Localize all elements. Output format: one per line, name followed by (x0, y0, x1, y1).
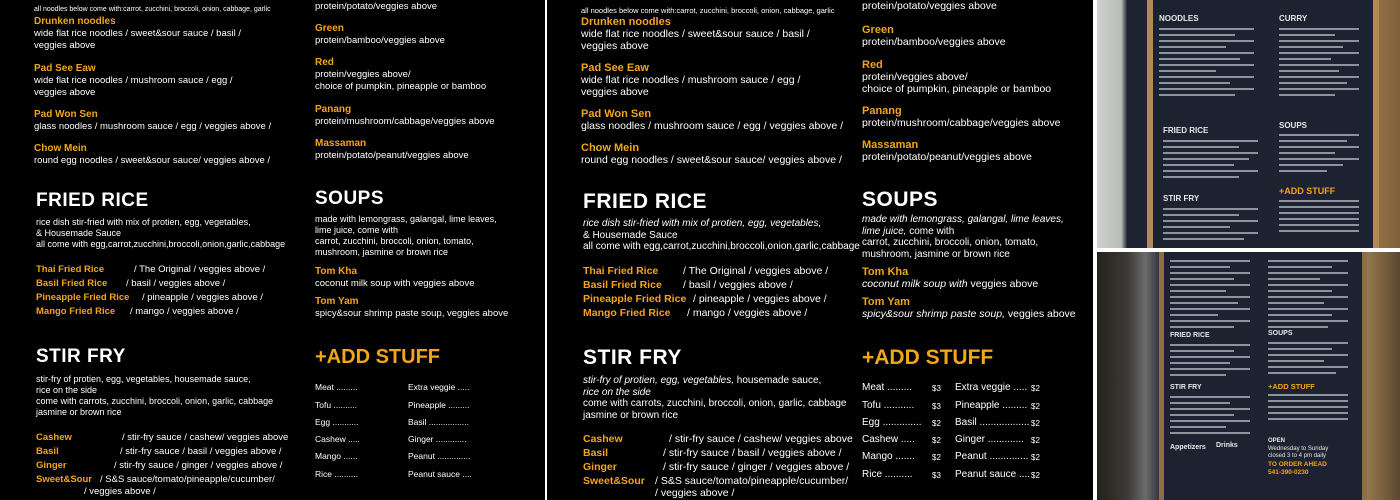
curry-item (862, 24, 1006, 48)
desc-line: mushroom, jasmine or brown rice (862, 248, 1010, 260)
dish-name: Pad See Eaw (34, 63, 96, 74)
desc-line: & Housemade Sauce (583, 229, 678, 241)
noodle-item (34, 16, 241, 52)
photo-heading: FRIED RICE (1170, 332, 1210, 339)
dish-desc: / basil / veggies above / (126, 278, 226, 289)
dish-desc (862, 278, 1038, 290)
add-item (955, 382, 1040, 393)
section-title-fried-rice: FRIED RICE (36, 190, 149, 211)
add-item (955, 434, 1040, 445)
fried-rice-desc (36, 217, 285, 250)
add-label: Egg .............. (862, 417, 922, 428)
add-item (862, 417, 941, 428)
dish-desc: / S&S sauce/tomato/pineapple/cucumber/ (655, 475, 849, 487)
text-lines (1268, 260, 1348, 332)
section-title-soups: SOUPS (315, 188, 385, 209)
add-price: $2 (932, 419, 941, 428)
add-item: Cashew ..... (315, 434, 360, 444)
desc-line: come with carrots, zucchini, broccoli, onion, garlic, cabbage (36, 396, 274, 406)
dish-desc: veggies above (34, 40, 96, 51)
add-item: Peanut sauce .... (408, 469, 472, 479)
dish-name: Pad Won Sen (34, 109, 98, 120)
add-price: $2 (1031, 453, 1040, 462)
dish-name: Massaman (862, 139, 919, 151)
add-item (955, 400, 1040, 411)
dish-name: Thai Fried Rice (583, 265, 659, 277)
add-item: Egg ........... (315, 417, 359, 427)
menu-board (1159, 252, 1367, 500)
photo-heading: FRIED RICE (1163, 126, 1209, 135)
text-lines (1268, 342, 1348, 378)
dish-name: Green (315, 23, 344, 34)
dish-name: Basil (583, 447, 609, 459)
fried-rice-desc (583, 218, 860, 253)
add-label: Meat ......... (862, 382, 913, 393)
add-item: Pineapple ......... (408, 400, 470, 410)
text-lines (1163, 140, 1258, 182)
dish-desc: / stir-fry sauce / ginger / veggies above / (663, 461, 850, 473)
desc-line: & Housemade Sauce (36, 228, 122, 238)
photo-heading: Drinks (1216, 442, 1238, 449)
dish-desc: protein/potato/peanut/veggies above (862, 151, 1032, 163)
curry-item (862, 105, 1060, 129)
dish-desc: spicy&sour shrimp paste soup, veggies above (315, 308, 509, 319)
desc-line: rice on the side (583, 386, 651, 398)
dish-name: Green (862, 24, 894, 36)
curry-item (315, 23, 445, 47)
photo-heading: NOODLES (1159, 14, 1199, 23)
dish-name: Drunken noodles (581, 16, 671, 28)
noodle-item (581, 62, 800, 98)
add-item: Ginger ............. (408, 434, 467, 444)
add-item: Rice .......... (315, 469, 358, 479)
noodles-intro: all noodles below come with:carrot, zucchini, broccoli, onion, cabbage, garlic (34, 6, 271, 13)
desc-fragment: veggies above (1004, 308, 1076, 320)
desc-line: all come with egg,carrot,zucchini,broccoli,onion,garlic,cabbage (36, 239, 286, 249)
dish-desc: protein/veggies above/ (315, 69, 411, 80)
text-lines (1170, 260, 1250, 332)
add-label: Basil .................. (955, 417, 1030, 428)
dish-name: Massaman (315, 138, 367, 149)
desc-line: come with carrots, zucchini, broccoli, onion, garlic, cabbage (583, 398, 847, 409)
add-item: Tofu .......... (315, 400, 358, 410)
add-price: $2 (1031, 436, 1040, 445)
desc-line: jasmine or brown rice (36, 407, 122, 417)
photo-heading: +ADD STUFF (1268, 382, 1315, 391)
dish-desc: protein/bamboo/veggies above (315, 35, 445, 46)
add-label: Ginger ............. (955, 434, 1024, 445)
dish-name: Pineapple Fried Rice (36, 292, 130, 303)
stir-fry-desc (583, 375, 846, 421)
desc-line: carrot, zucchini, broccoli, onion, tomato, (862, 237, 1039, 248)
dish-name: Sweet&Sour (36, 474, 92, 485)
add-item: Basil ................. (408, 417, 469, 427)
section-title-soups: SOUPS (862, 188, 939, 211)
curry-desc: protein/potato/veggies above (862, 0, 997, 12)
desc-fragment: veggies above (967, 278, 1039, 290)
add-price: $2 (932, 436, 941, 445)
add-item (862, 434, 941, 445)
dish-desc: / basil / veggies above / (683, 279, 793, 291)
dish-desc: / stir-fry sauce / basil / veggies above / (663, 447, 842, 459)
dish-name: Panang (862, 105, 902, 117)
dish-name: Cashew (36, 432, 72, 443)
photo-heading: SOUPS (1268, 330, 1293, 337)
add-price: $2 (1031, 419, 1040, 428)
add-item (955, 469, 1040, 480)
soups-desc (862, 214, 1064, 260)
noodle-item (581, 142, 842, 166)
text-lines (1163, 208, 1258, 244)
dish-name: Mango Fried Rice (36, 306, 116, 317)
open-hours: closed 3 to 4 pm daily (1268, 453, 1327, 459)
open-days: Wednesday to Sunday (1268, 446, 1329, 452)
curry-item (315, 138, 469, 162)
curry-desc: protein/potato/veggies above (315, 1, 438, 12)
add-price: $2 (1031, 471, 1040, 480)
photo-heading: SOUPS (1279, 121, 1308, 130)
dish-name: Red (315, 57, 334, 68)
curry-item (315, 57, 486, 93)
add-item (862, 469, 941, 480)
desc-fragment: stir-fry of protien, egg, vegetables, (583, 375, 735, 386)
order-ahead: TO ORDER AHEAD (1268, 461, 1327, 468)
add-label: Pineapple ......... (955, 400, 1028, 411)
desc-line (583, 375, 846, 387)
menu-panel-small (0, 0, 545, 500)
add-item (862, 400, 941, 411)
desc-line (862, 226, 1064, 238)
add-item (862, 451, 941, 462)
desc-line: made with lemongrass, galangal, lime leaves, (862, 214, 1064, 225)
section-title-add-stuff: +ADD STUFF (862, 346, 994, 369)
dish-name: Chow Mein (581, 142, 640, 154)
add-label: Rice .......... (862, 469, 913, 480)
dish-desc: / stir-fry sauce / ginger / veggies above / (114, 460, 283, 471)
dish-desc: protein/mushroom/cabbage/veggies above (862, 117, 1061, 129)
dish-desc: choice of pumpkin, pineapple or bamboo (862, 83, 1052, 95)
add-item (955, 451, 1040, 462)
text-lines (1279, 134, 1359, 176)
dish-desc: veggies above (34, 87, 96, 98)
dish-name: Red (862, 59, 883, 71)
text-lines (1170, 396, 1250, 438)
photo-heading: STIR FRY (1170, 384, 1202, 391)
dish-desc: / stir-fry sauce / cashew/ veggies above (669, 433, 853, 445)
dish-desc: round egg noodles / sweet&sour sauce/ veggies above / (34, 155, 271, 166)
soup-item (862, 266, 1038, 290)
dish-desc: round egg noodles / sweet&sour sauce/ veggies above / (581, 154, 842, 166)
dish-name: Pad See Eaw (581, 62, 649, 74)
desc-line: rice on the side (36, 385, 98, 395)
dish-name: Basil Fried Rice (36, 278, 108, 289)
dish-desc: choice of pumpkin, pineapple or bamboo (315, 81, 487, 92)
dish-name: Tom Yam (862, 296, 910, 308)
curry-item (315, 104, 495, 128)
stir-fry-desc (36, 374, 273, 418)
add-price: $3 (932, 471, 941, 480)
dish-desc: glass noodles / mushroom sauce / egg / veggies above / (581, 120, 844, 132)
noodle-item (34, 63, 233, 99)
dish-desc: protein/potato/peanut/veggies above (315, 150, 469, 161)
noodles-intro: all noodles below come with:carrot, zucchini, broccoli, onion, cabbage, garlic (581, 6, 835, 15)
dish-desc: / stir-fry sauce / cashew/ veggies above (122, 432, 289, 443)
soup-item (315, 296, 508, 320)
section-title-stir-fry: STIR FRY (36, 346, 126, 367)
dish-desc: / The Original / veggies above / (134, 264, 266, 275)
menu-board (1147, 0, 1379, 248)
add-label: Tofu ........... (862, 400, 915, 411)
add-label: Peanut sauce .... (955, 469, 1031, 480)
dish-desc: glass noodles / mushroom sauce / egg / veggies above / (34, 121, 272, 132)
add-price: $2 (932, 453, 941, 462)
photo-heading: Appetizers (1170, 444, 1206, 451)
desc-line: carrot, zucchini, broccoli, onion, tomato, (315, 236, 474, 246)
dish-desc (862, 308, 1076, 320)
dish-desc: wide flat rice noodles / sweet&sour sauce / basil / (581, 28, 810, 40)
add-label: Mango ....... (862, 451, 915, 462)
desc-line: lime juice, come with (315, 225, 399, 235)
dish-name: Ginger (583, 461, 617, 473)
dish-desc: coconut milk soup with veggies above (315, 278, 475, 289)
photo-heading: CURRY (1279, 14, 1308, 23)
soup-item (315, 266, 474, 290)
dish-desc: veggies above (581, 40, 649, 52)
stir-fry-cont: / veggies above / (655, 487, 735, 499)
add-item: Extra veggie ..... (408, 382, 470, 392)
dish-name: Mango Fried Rice (583, 307, 671, 319)
soup-item (862, 296, 1076, 320)
text-lines (1279, 200, 1359, 236)
desc-line: jasmine or brown rice (583, 409, 679, 421)
photo-heading: +ADD STUFF (1279, 186, 1336, 196)
dish-desc: wide flat rice noodles / mushroom sauce / egg / (34, 75, 233, 86)
section-title-add-stuff: +ADD STUFF (315, 346, 440, 368)
add-price: $3 (932, 384, 941, 393)
dish-name: Tom Kha (315, 266, 358, 277)
phone-number: 541-390-0230 (1268, 469, 1309, 476)
dish-desc: / The Original / veggies above / (683, 265, 829, 277)
dish-name: Tom Kha (862, 266, 909, 278)
text-lines (1268, 394, 1348, 424)
dish-name: Tom Yam (315, 296, 359, 307)
desc-fragment: housemade sauce, (734, 375, 822, 386)
desc-fragment: spicy&sour shrimp paste soup, (862, 308, 1005, 320)
desc-line: rice dish stir-fried with mix of protien, egg, vegetables, (583, 218, 822, 229)
add-label: Cashew ..... (862, 434, 915, 445)
dish-desc: / pineapple / veggies above / (693, 293, 827, 305)
dish-desc: protein/mushroom/cabbage/veggies above (315, 116, 495, 127)
dish-name: Ginger (36, 460, 67, 471)
desc-line: stir-fry of protien, egg, vegetables, housemade sauce, (36, 374, 251, 384)
dish-name: Drunken noodles (34, 16, 116, 27)
dish-desc: / mango / veggies above / (687, 307, 808, 319)
desc-line: mushroom, jasmine or brown rice (315, 247, 449, 257)
add-item (862, 382, 941, 393)
dish-name: Thai Fried Rice (36, 264, 105, 275)
menu-board-photo-top (1097, 0, 1400, 248)
photo-heading: STIR FRY (1163, 194, 1200, 203)
dish-desc: / S&S sauce/tomato/pineapple/cucumber/ (100, 474, 275, 485)
dish-desc: protein/bamboo/veggies above (862, 36, 1006, 48)
add-price: $2 (1031, 384, 1040, 393)
dish-name: Chow Mein (34, 143, 87, 154)
curry-item (862, 59, 1051, 95)
noodle-item (581, 16, 810, 52)
add-price: $3 (932, 402, 941, 411)
add-item: Peanut .............. (408, 451, 471, 461)
text-lines (1170, 344, 1250, 380)
dish-desc: / mango / veggies above / (130, 306, 239, 317)
soups-desc (315, 214, 497, 258)
dish-name: Pad Won Sen (581, 108, 652, 120)
dish-name: Basil Fried Rice (583, 279, 662, 291)
desc-line: made with lemongrass, galangal, lime leaves, (315, 214, 497, 224)
dish-desc: / pineapple / veggies above / (142, 292, 263, 303)
menu-board-photo-bottom (1097, 252, 1400, 500)
add-item (955, 417, 1040, 428)
desc-fragment: come with (906, 225, 955, 237)
dish-name: Sweet&Sour (583, 475, 645, 487)
dish-desc: / stir-fry sauce / basil / veggies above / (120, 446, 282, 457)
text-lines (1159, 28, 1254, 100)
desc-fragment: lime juice, (862, 225, 907, 237)
dish-name: Panang (315, 104, 352, 115)
noodle-item (34, 143, 270, 167)
dish-desc: veggies above (581, 86, 649, 98)
noodle-item (34, 109, 271, 133)
add-label: Peanut .............. (955, 451, 1029, 462)
text-lines (1279, 28, 1359, 100)
add-item: Meat ......... (315, 382, 358, 392)
desc-line: rice dish stir-fried with mix of protien, egg, vegetables, (36, 217, 251, 227)
section-title-stir-fry: STIR FRY (583, 346, 682, 369)
add-item: Mango ...... (315, 451, 358, 461)
curry-item (862, 139, 1032, 163)
dish-desc: protein/veggies above/ (862, 71, 968, 83)
dish-desc: wide flat rice noodles / sweet&sour sauce / basil / (34, 28, 241, 39)
add-label: Extra veggie ..... (955, 382, 1028, 393)
dish-name: Cashew (583, 433, 623, 445)
stir-fry-cont: / veggies above / (84, 486, 156, 497)
section-title-fried-rice: FRIED RICE (583, 190, 708, 213)
desc-fragment: coconut milk soup with (862, 278, 968, 290)
open-label: OPEN (1268, 438, 1286, 444)
desc-line: all come with egg,carrot,zucchini,broccoli,onion,garlic,cabbage (583, 241, 860, 252)
menu-panel-large (547, 0, 1093, 500)
noodle-item (581, 108, 843, 132)
dish-name: Basil (36, 446, 59, 457)
dish-name: Pineapple Fried Rice (583, 293, 687, 305)
dish-desc: wide flat rice noodles / mushroom sauce / egg / (581, 74, 801, 86)
add-price: $2 (1031, 402, 1040, 411)
